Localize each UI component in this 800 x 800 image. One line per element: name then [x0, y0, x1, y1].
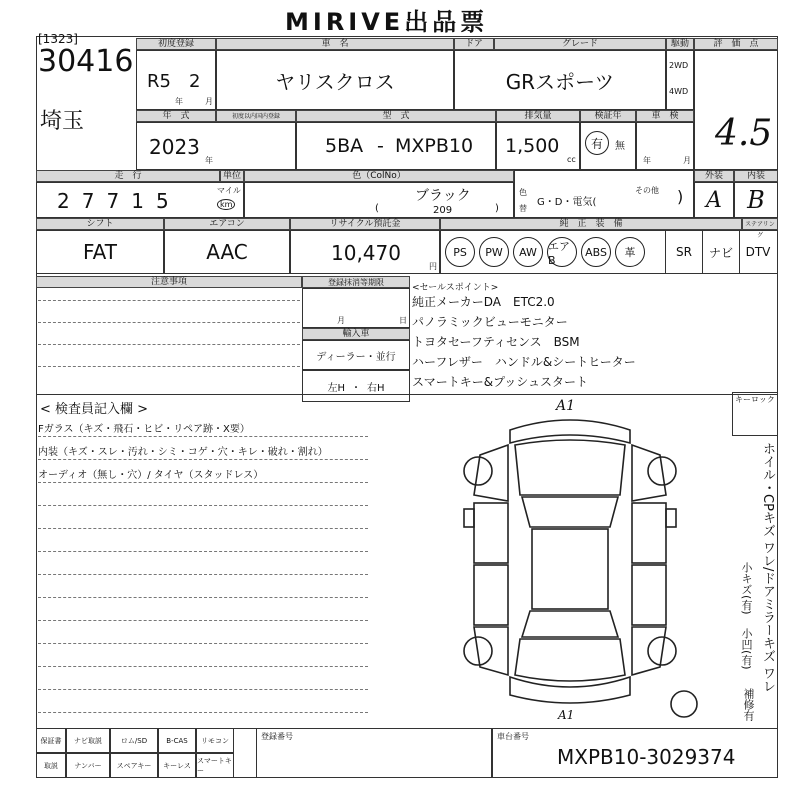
aircon-value: AAC — [206, 240, 248, 264]
handle-dot: ・ — [351, 382, 361, 394]
shift-cell — [36, 230, 164, 274]
header-steering: ステアリング — [742, 218, 778, 230]
first-reg-cell — [136, 50, 216, 110]
header-recycle: リサイクル預託金 — [290, 218, 440, 230]
sales-points-header: <セールスポイント> — [412, 283, 499, 293]
inspection-month-unit: 月 — [683, 156, 691, 165]
equipment-item: PS — [445, 237, 475, 267]
header-inspection-note: 初度以内国内登録 — [216, 110, 296, 122]
equipment-cell — [440, 230, 778, 274]
diagram-mark-front: A1 — [556, 398, 576, 414]
equipment-plain-item: ナビ — [702, 231, 739, 273]
mileage-digit: 1 — [131, 189, 144, 213]
grade-cell — [454, 50, 666, 110]
key-label: キーロック — [735, 395, 775, 404]
inspector-line-3: オーディオ（無し・穴）/ タイヤ（スタッドレス） — [38, 470, 264, 481]
aircon-cell — [164, 230, 290, 274]
header-equipment: 純 正 装 備 — [440, 218, 742, 230]
header-car-name: 車 名 — [216, 38, 454, 50]
shift-value: FAT — [82, 240, 117, 264]
inspector-dashed-line — [38, 689, 368, 690]
mileage-digit: 7 — [81, 189, 95, 213]
header-mileage: 走 行 — [36, 170, 220, 182]
equipment-item: エアB — [547, 237, 577, 267]
exterior-grade: A — [706, 187, 722, 213]
equipment-item: AW — [513, 237, 543, 267]
inspector-dashed-line — [38, 551, 368, 552]
header-notes: 注意事項 — [36, 276, 302, 288]
header-model: 型 式 — [296, 110, 496, 122]
footer-item: 保証書 — [36, 728, 66, 753]
inspector-dashed-line — [38, 574, 368, 575]
inspector-dashed-line — [38, 528, 368, 529]
equipment-item: PW — [479, 237, 509, 267]
grade-value: GRスポーツ — [505, 69, 615, 94]
model-sep: - — [377, 135, 384, 157]
reg-deadline-day: 日 — [399, 316, 407, 325]
inspector-line-2: 内装（キズ・スレ・汚れ・シミ・コゲ・穴・キレ・破れ・割れ） — [38, 447, 328, 458]
model-cell — [296, 122, 496, 170]
header-displacement: 排気量 — [496, 110, 580, 122]
repaint-other: その他 — [635, 186, 659, 195]
import-cell — [302, 340, 410, 370]
repaint-label-1: 色 — [519, 188, 527, 197]
equipment-item: ABS — [581, 237, 611, 267]
sales-point: スマートキー&プッシュスタート — [412, 375, 589, 389]
header-exterior: 外装 — [694, 170, 734, 182]
repaint-options: G・D・電気( — [537, 197, 597, 208]
recycle-value: 10,470 — [331, 241, 401, 265]
footer-item: スマートキー — [196, 753, 234, 778]
registration-yes: 有 — [585, 131, 609, 155]
reg-deadline-cell — [302, 288, 410, 328]
evaluation-cell — [694, 50, 778, 170]
inspection-cell — [636, 122, 694, 170]
side-note-main: ホイル・CPキズ ワレ/ドアミラーキズ ワレ — [760, 442, 775, 693]
header-registration: 検証年 — [580, 110, 636, 122]
header-shift: シフト — [36, 218, 164, 230]
sales-points-list — [412, 292, 636, 392]
equipment-item: 革 — [615, 237, 645, 267]
header-inspection-expiry: 車 検 — [636, 110, 694, 122]
mileage-unit-miles: マイル — [217, 186, 241, 195]
footer-item: ナビ取説 — [66, 728, 110, 753]
repaint-cell — [514, 170, 694, 218]
header-year: 年 式 — [136, 110, 216, 122]
chassis-cell — [492, 728, 778, 778]
chassis-label: 車台番号 — [497, 732, 529, 741]
recycle-cell — [290, 230, 440, 274]
spare-tire-icon — [668, 688, 700, 720]
inspector-dashed-line — [38, 712, 368, 713]
interior-cell — [734, 182, 778, 218]
registration-no: 無 — [615, 141, 625, 152]
reg-number-label: 登録番号 — [261, 732, 293, 741]
model-prefix: 5BA — [325, 135, 364, 157]
header-import: 輸入車 — [302, 328, 410, 340]
footer-item: 取説 — [36, 753, 66, 778]
chassis-number: MXPB10-3029374 — [557, 745, 736, 769]
year-unit: 年 — [205, 156, 213, 165]
exterior-cell — [694, 182, 734, 218]
header-color: 色（ColNo） — [244, 170, 514, 182]
car-name: ヤリスクロス — [275, 69, 395, 94]
footer-item: スペアキー — [110, 753, 158, 778]
header-unit: 単位 — [220, 170, 244, 182]
drive-cell — [666, 50, 694, 110]
header-evaluation: 評 価 点 — [694, 38, 778, 50]
footer-item: キーレス — [158, 753, 196, 778]
sales-point: パノラミックビューモニター — [412, 315, 568, 329]
handle-cell — [302, 370, 410, 402]
year-cell — [136, 122, 296, 170]
mileage-digit: 2 — [57, 189, 70, 213]
color-cell — [244, 182, 514, 218]
registration-cell — [580, 122, 636, 170]
color-paren-open: ( — [375, 203, 379, 214]
diagram-mark-rear: A1 — [558, 708, 575, 722]
handle-right: 右H — [367, 382, 385, 394]
sales-point: ハーフレザー ハンドル&シートヒーター — [412, 355, 636, 369]
first-reg-era: R5 — [147, 71, 171, 92]
key-cell — [732, 392, 778, 436]
page-title: MIRIVE出品票 — [285, 8, 489, 36]
side-note-sub3: 補修有 — [742, 688, 755, 721]
sales-point: 純正メーカーDA ETC2.0 — [412, 295, 555, 309]
color-name: ブラック — [415, 188, 471, 204]
car-name-cell — [216, 50, 454, 110]
side-note-sub1: 小キズ(有) — [740, 562, 753, 615]
car-diagram — [460, 405, 680, 725]
header-doors: ドア — [454, 38, 494, 50]
equipment-plain-list — [665, 231, 776, 273]
lot-number: 30416 — [38, 44, 134, 79]
inspector-dashed-line — [38, 505, 368, 506]
repaint-close: ) — [677, 187, 684, 206]
mileage-digits — [57, 189, 169, 213]
inspection-year-unit: 年 — [643, 156, 651, 165]
inspector-dashed-line — [38, 620, 368, 621]
sales-point: トヨタセーフティセンス BSM — [412, 335, 580, 349]
location: 埼玉 — [40, 109, 85, 134]
header-grade: グレード — [494, 38, 666, 50]
header-first-reg: 初度登録 — [136, 38, 216, 50]
mileage-digit: 7 — [106, 189, 120, 213]
header-drive: 駆動 — [666, 38, 694, 50]
equipment-list — [445, 237, 645, 267]
footer-grid — [36, 728, 256, 778]
equipment-plain-item: SR — [665, 231, 702, 273]
lot-code: [1323] — [38, 32, 78, 46]
recycle-unit: 円 — [429, 262, 437, 271]
interior-grade: B — [747, 186, 765, 214]
handle-left: 左H — [327, 382, 345, 394]
model-code: MXPB10 — [395, 135, 474, 157]
mileage-digit: 5 — [155, 189, 169, 213]
equipment-plain-item: DTV — [739, 231, 776, 273]
displacement-unit: cc — [567, 155, 576, 164]
first-reg-month-unit: 月 — [205, 97, 213, 106]
header-aircon: エアコン — [164, 218, 290, 230]
color-paren-close: ) — [495, 203, 499, 214]
displacement-value: 1,500 — [505, 135, 560, 157]
color-code: 209 — [433, 205, 453, 216]
inspector-line-1: Fガラス（キズ・飛石・ヒビ・リペア跡・X要） — [38, 424, 250, 435]
reg-deadline-month: 月 — [337, 316, 345, 325]
reg-number-cell — [256, 728, 492, 778]
drive-4wd: 4WD — [669, 87, 689, 96]
displacement-cell — [496, 122, 580, 170]
first-reg-month: 2 — [189, 71, 201, 92]
inspector-dashed-line — [38, 643, 368, 644]
header-interior: 内装 — [734, 170, 778, 182]
year-value: 2023 — [149, 135, 200, 159]
first-reg-year-unit: 年 — [175, 97, 183, 106]
inspector-header: < 検査員記入欄 > — [40, 402, 149, 417]
import-type: ディーラー・並行 — [316, 351, 396, 363]
footer-item: リモコン — [196, 728, 234, 753]
repaint-label-2: 替 — [519, 204, 527, 213]
footer-item: ロム/SD — [110, 728, 158, 753]
header-reg-deadline: 登録抹消等期限 — [302, 276, 410, 288]
section-divider — [36, 394, 778, 395]
drive-2wd: 2WD — [669, 61, 689, 70]
inspector-dashed-line — [38, 597, 368, 598]
inspector-dashed-line — [38, 666, 368, 667]
footer-item: ナンバー — [66, 753, 110, 778]
footer-item: B-CAS — [158, 728, 196, 753]
mileage-cell — [36, 182, 244, 218]
evaluation-score: 4.5 — [715, 113, 773, 154]
mileage-unit-km: km — [217, 199, 235, 210]
side-note-sub2: 小凹(有) — [740, 628, 753, 670]
